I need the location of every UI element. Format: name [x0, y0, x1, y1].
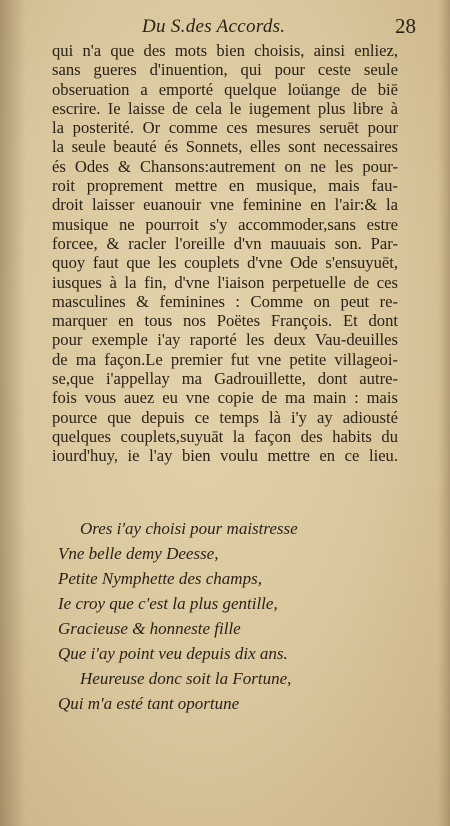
prose-line: iusques à la fin, d'vne l'iaison perpetuelle de ces: [52, 272, 398, 292]
verse-line: Qui m'a esté tant oportune: [58, 694, 240, 713]
verse-line: Ie croy que c'est la plus gentille,: [58, 594, 278, 613]
prose-line: de ma façon.Le premier fut vne petite villageoi-: [52, 349, 398, 369]
prose-line: és Odes & Chansons:autrement on ne les pour-: [52, 156, 398, 176]
prose-line: iourd'huy, ie l'ay bien voulu mettre en ce lieu.: [52, 446, 398, 466]
verse-line: Vne belle demy Deesse,: [58, 544, 219, 563]
prose-paragraph: [52, 41, 398, 466]
prose-line: pour exemple i'ay raporté les deux Vau-deuilles: [52, 330, 398, 350]
verse-line: Ores i'ay choisi pour maistresse: [80, 519, 298, 538]
page-edge-shadow: [438, 0, 450, 826]
prose-line: se,que i'appellay ma Gadrouillette, dont autre-: [52, 369, 398, 389]
verse-line: Que i'ay point veu depuis dix ans.: [58, 644, 288, 663]
page-header: [52, 14, 426, 40]
running-head: Du S.des Accords.: [142, 16, 286, 37]
prose-line: la posterité. Or comme ces mesures seruēt pour: [52, 118, 398, 138]
page-number: 28: [395, 14, 416, 38]
verse-line: Petite Nymphette des champs,: [58, 569, 262, 588]
prose-line: quoy faut que les couplets d'vne Ode s'ensuyuēt,: [52, 253, 398, 273]
prose-line: fois vous auez eu vne copie de ma main : mais: [52, 388, 398, 408]
prose-line: qui n'a que des mots bien choisis, ainsi enliez,: [52, 41, 398, 60]
prose-line: quelques couplets,suyuāt la façon des habits du: [52, 426, 398, 446]
prose-line: sans gueres d'inuention, qui pour ceste seule: [52, 60, 398, 80]
prose-line: obseruation a emporté quelque loüange de biē: [52, 79, 398, 99]
prose-line: musique ne pourroit s'y accommoder,sans estre: [52, 214, 398, 234]
prose-line: forcee, & racler l'oreille d'vn mauuais son. Par-: [52, 233, 398, 253]
gutter-shadow: [0, 0, 26, 826]
prose-line: masculines & feminines : Comme on peut re-: [52, 291, 398, 311]
verse-stanza: [58, 516, 358, 716]
prose-line: droit laisser euanouir vne feminine en l'air:& la: [52, 195, 398, 215]
prose-line: marquer en tous nos Poëtes François. Et dont: [52, 311, 398, 331]
verse-line: Heureuse donc soit la Fortune,: [80, 669, 292, 688]
prose-line: pource que depuis ce temps là i'y ay adiousté: [52, 407, 398, 427]
prose-line: roit proprement mettre en musique, mais fau-: [52, 176, 398, 196]
prose-line: la seule beauté és Sonnets, elles sont necessaires: [52, 137, 398, 157]
prose-line: escrire. Ie laisse de cela le iugement plus libre à: [52, 98, 398, 118]
verse-line: Gracieuse & honneste fille: [58, 619, 241, 638]
